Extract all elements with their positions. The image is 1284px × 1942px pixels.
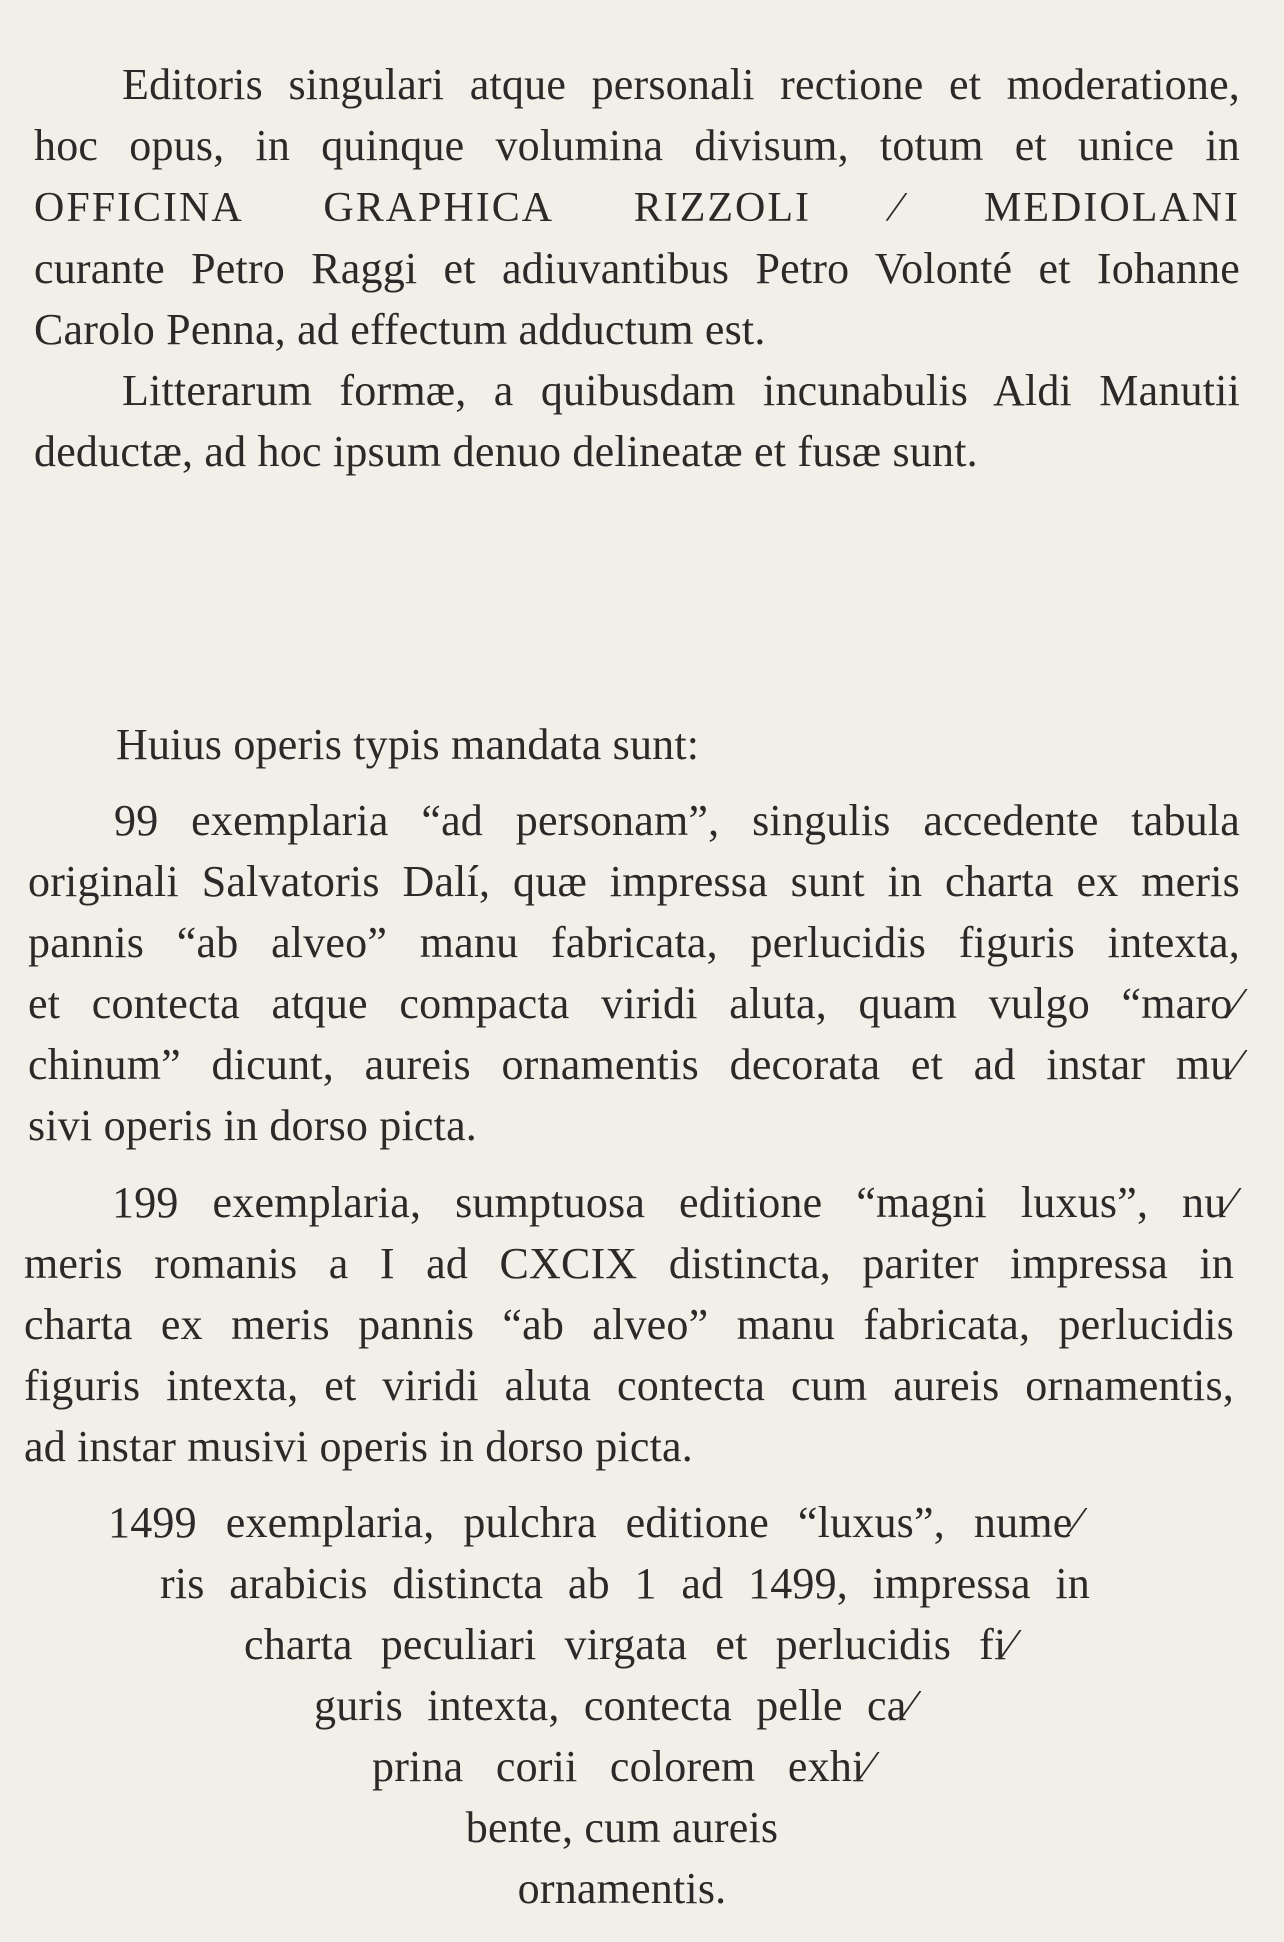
luxus-line-5: prina corii colorem exhi⁄ xyxy=(372,1742,872,1791)
printer-name-line: OFFICINA GRAPHICA RIZZOLI ⁄ MEDIOLANI xyxy=(34,185,1240,231)
personam-line-4: et contecta atque compacta viridi aluta, quam vulgo “maro⁄ xyxy=(28,979,1240,1028)
edition-intro: Huius operis typis mandata sunt: xyxy=(116,720,700,769)
magni-luxus-line-4: figuris intexta, et viridi aluta contecta cum aureis ornamentis, xyxy=(24,1361,1234,1410)
magni-luxus-line-5: ad instar musivi operis in dorso picta. xyxy=(24,1422,693,1471)
personam-line-5: chinum” dicunt, aureis ornamentis decorata et ad instar mu⁄ xyxy=(28,1040,1240,1089)
magni-luxus-line-3: charta ex meris pannis “ab alveo” manu fabricata, perlucidis xyxy=(24,1300,1234,1349)
luxus-line-4: guris intexta, contecta pelle ca⁄ xyxy=(314,1681,914,1730)
colophon-line-2: hoc opus, in quinque volumina divisum, totum et unice in xyxy=(34,121,1240,170)
colophon-line-5: Carolo Penna, ad effectum adductum est. xyxy=(34,305,766,354)
luxus-line-6: bente, cum aureis xyxy=(465,1803,779,1852)
typeface-line-2: deductæ, ad hoc ipsum denuo delineatæ et fusæ sunt. xyxy=(34,427,978,476)
personam-line-1: 99 exemplaria “ad personam”, singulis accedente tabula xyxy=(114,796,1240,845)
colophon-line-1: Editoris singulari atque personali rectione et moderatione, xyxy=(122,60,1240,109)
colophon-line-4: curante Petro Raggi et adiuvantibus Petro Volonté et Iohanne xyxy=(34,244,1240,293)
magni-luxus-line-1: 199 exemplaria, sumptuosa editione “magni luxus”, nu⁄ xyxy=(112,1178,1234,1227)
luxus-line-2: ris arabicis distincta ab 1 ad 1499, impressa in xyxy=(160,1559,1090,1608)
luxus-line-7: ornamentis. xyxy=(517,1864,727,1913)
personam-line-3: pannis “ab alveo” manu fabricata, perlucidis figuris intexta, xyxy=(28,918,1240,967)
luxus-line-1: 1499 exemplaria, pulchra editione “luxus”, nume⁄ xyxy=(108,1498,1080,1547)
magni-luxus-line-2: meris romanis a I ad CXCIX distincta, pariter impressa in xyxy=(24,1239,1234,1288)
personam-line-2: originali Salvatoris Dalí, quæ impressa sunt in charta ex meris xyxy=(28,857,1240,906)
luxus-line-3: charta peculiari virgata et perlucidis fi⁄ xyxy=(244,1620,1014,1669)
typeface-line-1: Litterarum formæ, a quibusdam incunabulis Aldi Manutii xyxy=(122,366,1240,415)
personam-line-6: sivi operis in dorso picta. xyxy=(28,1101,478,1150)
